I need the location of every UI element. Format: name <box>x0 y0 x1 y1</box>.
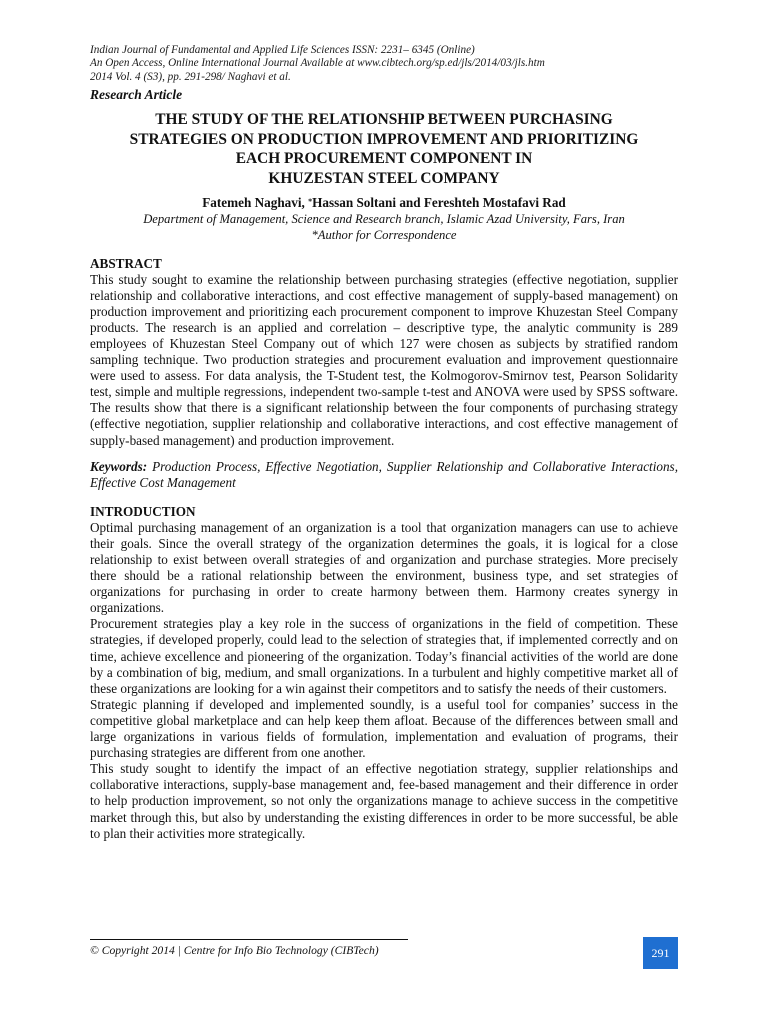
keywords <box>90 459 678 491</box>
title-line: EACH PROCUREMENT COMPONENT IN <box>235 150 533 168</box>
author-names: Hassan Soltani and Fereshteh Mostafavi Rad <box>312 194 566 210</box>
introduction-heading: INTRODUCTION <box>90 503 196 519</box>
article-page <box>90 44 678 842</box>
correspondence-note: *Author for Correspondence <box>311 227 457 242</box>
intro-paragraph: Strategic planning if developed and implemented soundly, is a useful tool for companies’ success in the competitive global marketplace and can help keep them afloat. Because of the differences between small and large organizations in various fields of formulation, implementation and evaluation of programs, their purchasing strategies are different from one another. <box>90 696 678 761</box>
corresponding-mark: * <box>308 196 313 206</box>
article-type: Research Article <box>90 87 183 103</box>
journal-access-line: An Open Access, Online International Journal Available at www.cibtech.org/sp.ed/jls/2014/03/jls.htm <box>90 57 545 70</box>
title-line: STRATEGIES ON PRODUCTION IMPROVEMENT AND PRIORITIZING <box>129 130 639 148</box>
title-line: KHUZESTAN STEEL COMPANY <box>268 170 500 187</box>
page-number-badge: 291 <box>643 937 678 969</box>
journal-header <box>90 44 678 84</box>
journal-volume-line: 2014 Vol. 4 (S3), pp. 291-298/ Naghavi et al. <box>90 70 291 83</box>
abstract-heading: ABSTRACT <box>90 255 162 271</box>
keywords-label: Keywords: <box>90 458 148 474</box>
intro-paragraph: Procurement strategies play a key role in the success of organizations in the field of competition. These strategies, if developed properly, could lead to the selection of strategies that, if implemented correctly and on time, achieve excellence and pioneering of the organization. Today’s financial activities of the world are done by a combination of big, medium, and small organizations. In a turbulent and highly competitive market all of these organizations are looking for a win against their competitors and to satisfy the needs of their customers. <box>90 616 678 696</box>
footer-copyright: © Copyright 2014 | Centre for Info Bio Technology (CIBTech) <box>90 944 379 957</box>
title-line: THE STUDY OF THE RELATIONSHIP BETWEEN PURCHASING <box>155 111 613 129</box>
paper-title <box>90 110 678 188</box>
footer-divider <box>90 939 408 940</box>
author-list <box>90 195 678 211</box>
intro-paragraph: Optimal purchasing management of an organization is a tool that organization managers can use to achieve their goals. Since the overall strategy of the organization determines the goals, it is logical for a close relationship to exist between overall strategies of and organization and purchase strategies. More precisely there should be a rational relationship between the environment, business type, and set strategies of organizations for purchasing in order to create harmony between them. Harmony creates synergy in organizations. <box>90 519 678 616</box>
keywords-text: Production Process, Effective Negotiation, Supplier Relationship and Collaborative Interactions, Effective Cost Management <box>90 458 678 490</box>
abstract-text: This study sought to examine the relationship between purchasing strategies (effective negotiation, supplier relationship and collaborative interactions, and cost effective management of supply-based management) on production improvement and prioritizing each procurement component to improve Khuzestan Steel Company products. The research is an applied and correlation – descriptive type, the analytic community is 289 employees of Khuzestan Steel Company out of which 127 were chosen as subjects by stratified random sampling technique. Two production strategies and procurement evaluation and improvement questionnaire were used to assess. For data analysis, the T-Student test, the Kolmogorov-Smirnov test, Pearson Solidarity test, simple and multiple regressions, independent two-sample t-test and ANOVA were used by SPSS software. The results show that there is a significant relationship between the four components of purchasing strategy (effective negotiation, supplier relationship and collaborative interactions, and cost effective management of supply-based management) and production improvement. <box>90 271 678 448</box>
author-name: Fatemeh Naghavi, <box>202 194 309 210</box>
affiliation: Department of Management, Science and Research branch, Islamic Azad University, Fars, Iran <box>143 211 625 226</box>
intro-paragraph: This study sought to identify the impact of an effective negotiation strategy, supplier relationships and collaborative interactions, supply-base management and, fee-based management and their difference in order to help production improvement, so not only the organizations manage to achieve success in the competitive market through this, but also by understanding the existing differences in order to be more successful, be able to plan their activities more strategically. <box>90 761 678 841</box>
journal-name-line: Indian Journal of Fundamental and Applied Life Sciences ISSN: 2231– 6345 (Online) <box>90 44 475 56</box>
